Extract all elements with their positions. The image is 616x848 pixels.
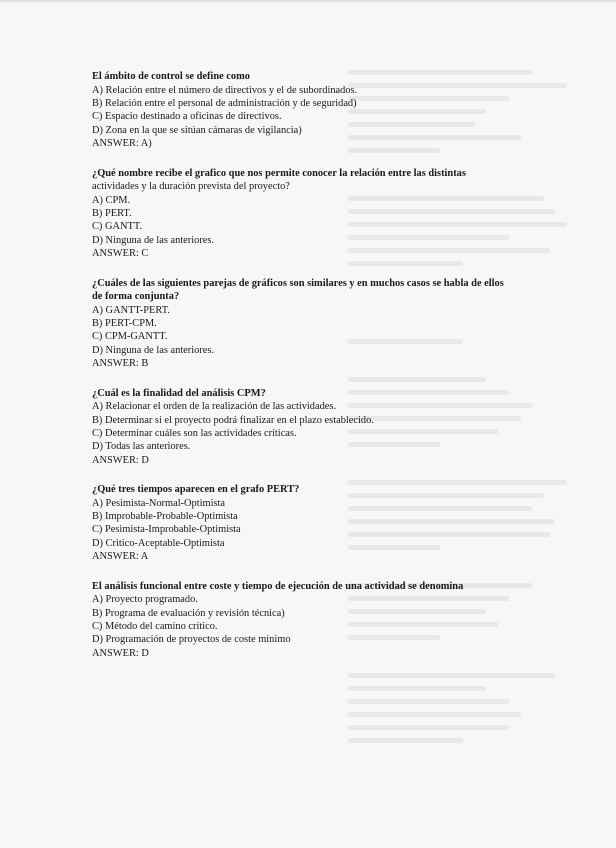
question-title: ¿Cuál es la finalidad del análisis CPM?: [92, 387, 266, 399]
option-b: B) Relación entre el personal de administración y de seguridad): [92, 97, 357, 109]
answer: ANSWER: D: [92, 454, 149, 466]
option-d: D) Programación de proyectos de coste mínimo: [92, 634, 291, 646]
option-b: B) PERT-CPM.: [92, 317, 157, 329]
answer: ANSWER: A: [92, 551, 149, 563]
question-title: ¿Qué tres tiempos aparecen en el grafo PERT?: [92, 484, 300, 496]
option-c: C) Pesimista-Improbable-Optimista: [92, 524, 241, 536]
question-2: [92, 167, 512, 261]
option-c: C) Método del camino crítico.: [92, 620, 218, 632]
option-d: D) Ninguna de las anteriores.: [92, 344, 215, 356]
option-d: D) Ninguna de las anteriores.: [92, 234, 215, 246]
option-a: A) Relacionar el orden de la realización de las actividades.: [92, 401, 337, 413]
option-a: A) Relación entre el número de directivos y el de subordinados.: [92, 84, 358, 96]
option-d: D) Zona en la que se sitúan cámaras de vigilancia): [92, 124, 302, 136]
option-b: B) Determinar si el proyecto podrá finalizar en el plazo establecido.: [92, 414, 374, 426]
question-6: [92, 580, 512, 661]
option-d: D) Critico-Aceptable-Optimista: [92, 537, 225, 549]
answer: ANSWER: D: [92, 647, 149, 659]
option-c: C) CPM-GANTT.: [92, 331, 168, 343]
option-a: A) GANTT-PERT.: [92, 304, 170, 316]
question-title: El ámbito de control se define como: [92, 71, 250, 82]
option-b: B) Programa de evaluación y revisión técnica): [92, 607, 285, 619]
question-title: El análisis funcional entre coste y tiempo de ejecución de una actividad se denomina: [92, 580, 464, 592]
answer: ANSWER: A): [92, 138, 152, 150]
question-3: [92, 277, 512, 371]
answer: ANSWER: C: [92, 248, 149, 260]
answer: ANSWER: B: [92, 358, 149, 370]
option-b: B) PERT.: [92, 207, 132, 219]
option-b: B) Improbable-Probable-Optimista: [92, 511, 238, 523]
scan-edge: [0, 0, 616, 3]
option-c: C) Espacio destinado a oficinas de directivos.: [92, 111, 282, 123]
question-title: ¿Cuáles de las siguientes parejas de gráficos son similares y en muchos casos se habla de ellos de forma conjunta?: [92, 277, 504, 303]
option-d: D) Todas las anteriores.: [92, 441, 191, 453]
option-a: A) Proyecto programado.: [92, 594, 198, 606]
question-4: [92, 387, 512, 468]
question-5: [92, 483, 512, 564]
option-c: C) Determinar cuáles son las actividades críticas.: [92, 427, 297, 439]
option-a: A) Pesimista-Normal-Optimista: [92, 497, 226, 509]
option-c: C) GANTT.: [92, 221, 143, 233]
exam-questions: [92, 70, 512, 676]
option-a: A) CPM.: [92, 194, 131, 206]
question-title: ¿Qué nombre recibe el grafico que nos permite conocer la relación entre las distintas actividades y la duración prevista del proyecto?: [92, 167, 466, 193]
question-1: [92, 70, 512, 151]
